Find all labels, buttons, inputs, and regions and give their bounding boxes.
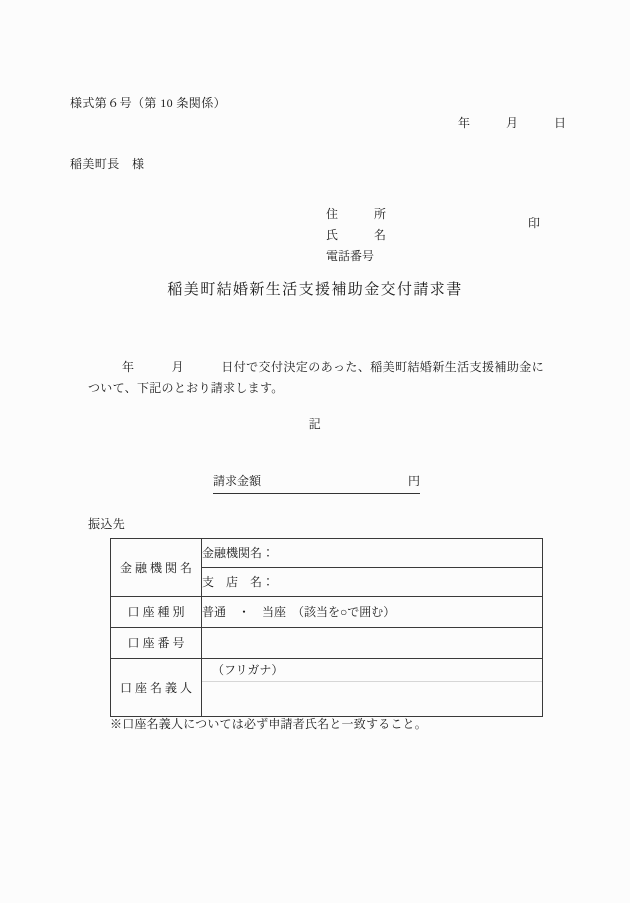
cell-branch-name[interactable]: 支 店 名： [202, 568, 543, 597]
cell-account-type-options[interactable]: 普通 ・ 当座 （該当を○で囲む） [202, 597, 543, 628]
table-row-account-number [111, 628, 543, 659]
form-number: 様式第６号（第 10 条関係） [70, 96, 227, 110]
table-row-account-holder [111, 659, 543, 717]
transfer-section-label: 振込先 [88, 517, 126, 531]
cell-account-number[interactable] [202, 628, 543, 659]
name-label: 氏 名 [326, 228, 387, 242]
footnote: ※口座名義人については必ず申請者氏名と一致すること。 [110, 717, 427, 731]
table-row-account-type [111, 597, 543, 628]
address-label: 住 所 [326, 207, 387, 221]
row-label-account-number: 口座番号 [111, 628, 202, 659]
table-row-financial-institution-1 [111, 539, 543, 568]
applicant-block [308, 196, 541, 263]
row-label-account-type: 口座種別 [111, 597, 202, 628]
row-label-financial-institution: 金融機関名 [111, 539, 202, 597]
document-title: 稲美町結婚新生活支援補助金交付請求書 [167, 282, 463, 298]
phone-label: 電話番号 [326, 249, 375, 263]
claim-amount-line [213, 475, 420, 494]
claim-amount-label: 請求金額 [213, 474, 262, 488]
body-paragraph: 年 月 日付で交付決定のあった、稲美町結婚新生活支援補助金について、下記のとおり請求します。 [88, 360, 544, 395]
applicant-address-row [308, 196, 387, 221]
applicant-phone-row [308, 238, 386, 263]
ki-mark: 記 [308, 417, 322, 431]
cell-financial-institution-name[interactable]: 金融機関名： [202, 539, 543, 568]
claim-amount-unit: 円 [407, 474, 420, 488]
row-label-account-holder: 口座名義人 [111, 659, 202, 717]
cell-account-holder-name[interactable] [202, 682, 542, 716]
cell-account-holder-furigana[interactable]: （フリガナ） [202, 659, 542, 682]
addressee: 稲美町長 様 [70, 157, 145, 171]
seal-mark-icon: 印 [528, 216, 541, 230]
date-line: 年 月 日 [458, 116, 567, 130]
cell-account-holder [202, 659, 543, 717]
bank-transfer-table [110, 538, 543, 717]
applicant-name-row [308, 216, 541, 242]
